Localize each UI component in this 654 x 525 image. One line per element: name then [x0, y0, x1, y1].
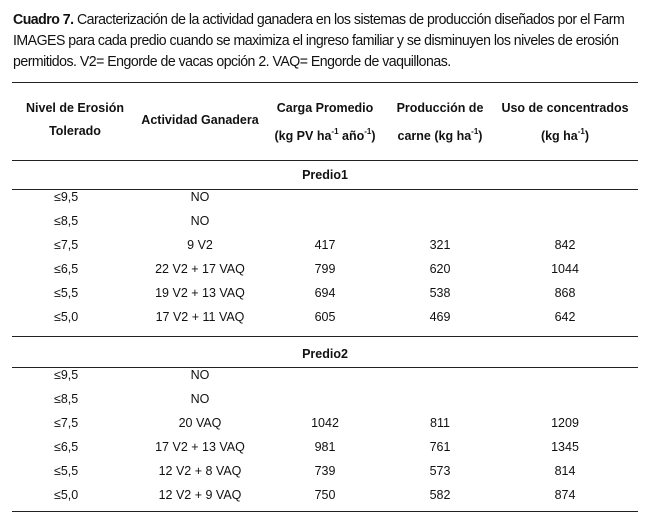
table-row — [0, 211, 654, 235]
header-carga-unit-c: ) — [371, 129, 376, 143]
erosion-cell: ≤5,5 — [54, 464, 79, 478]
concentrados-cell: 868 — [554, 286, 576, 300]
erosion-cell: ≤8,5 — [54, 214, 79, 228]
concentrados-cell: 642 — [554, 310, 576, 324]
carga-cell: 981 — [314, 440, 336, 454]
header-erosion-line1: Nivel de Erosión — [26, 101, 124, 115]
concentrados-cell: 1209 — [551, 416, 579, 430]
erosion-cell: ≤6,5 — [54, 262, 79, 276]
table-row — [0, 307, 654, 331]
header-produccion-line1: Producción de — [396, 101, 484, 115]
actividad-cell: 20 VAQ — [178, 416, 222, 430]
actividad-cell: NO — [190, 368, 210, 382]
carga-cell: 750 — [314, 488, 336, 502]
actividad-cell: NO — [190, 392, 210, 406]
actividad-cell: 19 V2 + 13 VAQ — [155, 286, 245, 300]
produccion-cell: 620 — [429, 262, 451, 276]
erosion-cell: ≤7,5 — [54, 238, 79, 252]
carga-cell: 799 — [314, 262, 336, 276]
table-row — [0, 437, 654, 461]
actividad-cell: NO — [190, 190, 210, 204]
erosion-cell: ≤5,0 — [54, 488, 79, 502]
erosion-cell: ≤5,0 — [54, 310, 79, 324]
header-actividad — [130, 109, 270, 132]
erosion-cell: ≤8,5 — [54, 392, 79, 406]
produccion-cell: 321 — [429, 238, 451, 252]
produccion-cell: 469 — [429, 310, 451, 324]
table-row — [0, 365, 654, 389]
caption-text: Caracterización de la actividad ganadera en los sistemas de producción diseñados por el Farm IMAGES para cada predio cuando se maximiza el ingreso familiar y se disminuyen los niveles de erosión permitidos. V2= Engorde de vacas opción 2. VAQ= Engorde de vaquillonas. — [13, 11, 625, 70]
rule-bottom — [12, 511, 638, 512]
table-row — [0, 259, 654, 283]
carga-cell: 605 — [314, 310, 336, 324]
actividad-cell: NO — [190, 214, 210, 228]
header-erosion — [20, 97, 130, 143]
produccion-cell: 811 — [430, 416, 450, 430]
concentrados-cell: 842 — [554, 238, 576, 252]
erosion-cell: ≤5,5 — [54, 286, 79, 300]
header-carga-line1: Carga Promedio — [276, 101, 374, 115]
concentrados-cell: 814 — [554, 464, 576, 478]
header-concentrados-sup: -1 — [577, 127, 585, 136]
table-row — [0, 235, 654, 259]
header-produccion-sup: -1 — [471, 127, 479, 136]
carga-cell: 417 — [314, 238, 336, 252]
erosion-cell: ≤6,5 — [54, 440, 79, 454]
table-row — [0, 389, 654, 413]
actividad-cell: 22 V2 + 17 VAQ — [155, 262, 245, 276]
header-concentrados-unit-b: ) — [584, 129, 590, 143]
carga-cell: 1042 — [311, 416, 339, 430]
header-erosion-line2: Tolerado — [49, 124, 101, 138]
erosion-cell: ≤9,5 — [54, 190, 79, 204]
carga-cell: 739 — [314, 464, 336, 478]
produccion-cell: 582 — [429, 488, 451, 502]
table-row — [0, 461, 654, 485]
header-carga-sup2: -1 — [364, 127, 372, 136]
concentrados-cell: 874 — [554, 488, 576, 502]
produccion-cell: 761 — [429, 440, 451, 454]
actividad-cell: 17 V2 + 11 VAQ — [155, 310, 245, 324]
header-produccion-unit-b: ) — [478, 129, 483, 143]
table-row — [0, 283, 654, 307]
produccion-cell: 538 — [429, 286, 451, 300]
actividad-cell: 9 V2 — [187, 238, 213, 252]
header-produccion — [380, 97, 500, 148]
header-carga — [265, 97, 385, 148]
header-concentrados-line1: Uso de concentrados — [501, 101, 629, 115]
header-produccion-unit-a: carne (kg ha — [397, 129, 472, 143]
header-carga-unit-a: (kg PV ha — [274, 129, 332, 143]
actividad-cell: 12 V2 + 8 VAQ — [158, 464, 242, 478]
rule-header-bottom — [12, 160, 638, 161]
header-concentrados-unit-a: (kg ha — [540, 129, 578, 143]
section-title-predio2: Predio2 — [302, 347, 348, 361]
table-caption — [13, 9, 645, 72]
header-concentrados — [495, 97, 635, 148]
concentrados-cell: 1044 — [551, 262, 579, 276]
actividad-cell: 17 V2 + 13 VAQ — [155, 440, 245, 454]
actividad-cell: 12 V2 + 9 VAQ — [158, 488, 242, 502]
erosion-cell: ≤9,5 — [54, 368, 79, 382]
rule-top — [12, 82, 638, 83]
header-carga-sup1: -1 — [331, 127, 339, 136]
erosion-cell: ≤7,5 — [54, 416, 79, 430]
table-row — [0, 485, 654, 509]
header-carga-line2 — [265, 120, 385, 148]
header-carga-unit-b: año — [338, 129, 365, 143]
table-row — [0, 413, 654, 437]
rule-section1-end — [12, 336, 638, 337]
carga-cell: 694 — [314, 286, 336, 300]
concentrados-cell: 1345 — [551, 440, 579, 454]
caption-label: Cuadro 7. — [13, 11, 74, 28]
produccion-cell: 573 — [429, 464, 451, 478]
section-title-predio1: Predio1 — [302, 168, 348, 182]
header-produccion-line2 — [380, 120, 500, 148]
table-row — [0, 187, 654, 211]
header-concentrados-line2 — [495, 120, 635, 148]
header-actividad-text: Actividad Ganadera — [141, 113, 259, 127]
